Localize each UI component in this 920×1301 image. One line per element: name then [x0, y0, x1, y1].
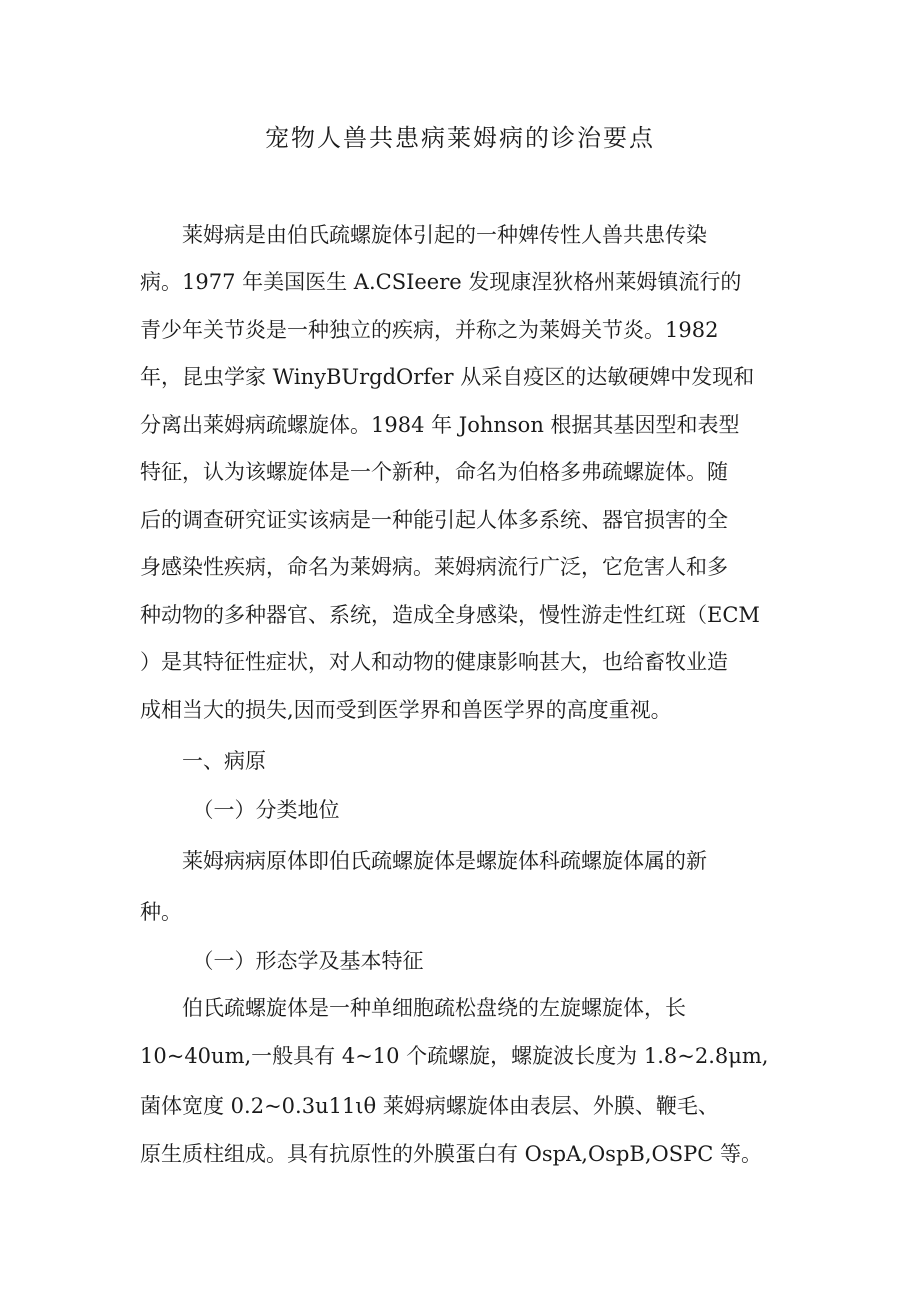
text-line-8: 身感染性疾病，命名为莱姆病。莱姆病流行广泛，它危害人和多	[140, 555, 728, 579]
text-line-17: 伯氏疏螺旋体是一种单细胞疏松盘绕的左旋螺旋体，长	[140, 996, 686, 1020]
text-line-9: 种动物的多种器官、系统，造成全身感染，慢性游走性红斑（ECM	[140, 603, 760, 627]
section-heading-pathogen: 一、病原	[140, 749, 266, 773]
text-line-5: 分离出莱姆病疏螺旋体。1984 年 Johnson 根据其基因型和表型	[140, 413, 740, 437]
text-line-14: 莱姆病病原体即伯氏疏螺旋体是螺旋体科疏螺旋体属的新	[140, 849, 707, 873]
text-line-10: ）是其特征性症状，对人和动物的健康影响甚大，也给畜牧业造	[140, 650, 728, 674]
document-title: 宠物人兽共患病莱姆病的诊治要点	[265, 124, 655, 152]
subsection-heading-classification: （一）分类地位	[140, 798, 340, 822]
text-line-18: 10~40um,一般具有 4~10 个疏螺旋，螺旋波长度为 1.8~2.8μm,	[140, 1044, 769, 1068]
text-line-11: 成相当大的损失,因而受到医学界和兽医学界的高度重视。	[140, 698, 672, 722]
text-line-3: 青少年关节炎是一种独立的疾病，并称之为莱姆关节炎。1982	[140, 318, 719, 342]
text-line-6: 特征，认为该螺旋体是一个新种，命名为伯格多弗疏螺旋体。随	[140, 460, 728, 484]
subsection-heading-morphology: （一）形态学及基本特征	[140, 949, 424, 973]
text-line-4: 年，昆虫学家 WinyBUrgdOrfer 从采自疫区的达敏硬婢中发现和	[140, 365, 755, 389]
text-line-7: 后的调查研究证实该病是一种能引起人体多系统、器官损害的全	[140, 508, 728, 532]
text-line-15: 种。	[140, 900, 182, 924]
text-line-1: 莱姆病是由伯氏疏螺旋体引起的一种婢传性人兽共患传染	[140, 223, 707, 247]
text-line-20: 原生质柱组成。具有抗原性的外膜蛋白有 OspA,OspB,OSPC 等。	[140, 1142, 762, 1166]
text-line-19: 菌体宽度 0.2~0.3u11ιθ 莱姆病螺旋体由表层、外膜、鞭毛、	[140, 1094, 719, 1118]
text-line-2: 病。1977 年美国医生 A.CSIeere 发现康涅狄格州莱姆镇流行的	[140, 270, 742, 294]
